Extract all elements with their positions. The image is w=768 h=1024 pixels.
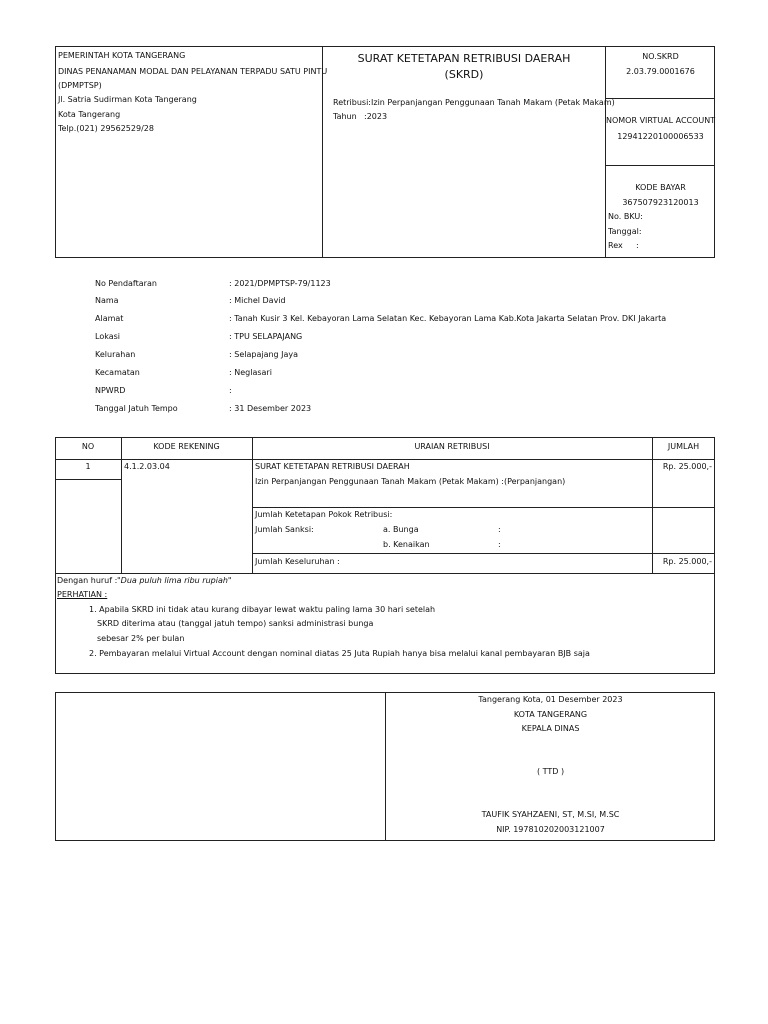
table-total-top-rule (252, 553, 715, 554)
info-label-nama: Nama (95, 296, 119, 305)
info-value-no-pendaftaran: : 2021/DPMPTSP-79/1123 (229, 279, 331, 288)
table-header-no: NO (81, 442, 95, 451)
issuer-line-6: Telp.(021) 29562529/28 (58, 124, 154, 133)
rex-label: Rex (608, 241, 623, 250)
row-jumlah: Rp. 25.000,- (662, 462, 712, 471)
bunga-colon: : (498, 525, 501, 534)
retribusi-type: Retribusi:Izin Perpanjangan Penggunaan Tanah Makam (Petak Makam) (333, 98, 615, 107)
info-label-npwrd: NPWRD (95, 386, 126, 395)
kenaikan-colon: : (498, 540, 501, 549)
note-1-line-2: SKRD diterima atau (tanggal jatuh tempo) sanksi administrasi bunga (97, 619, 374, 628)
row-no: 1 (85, 462, 91, 471)
info-value-lokasi: : TPU SELAPAJANG (229, 332, 303, 341)
total-value: Rp. 25.000,- (662, 557, 712, 566)
kenaikan-label: b. Kenaikan (383, 540, 430, 549)
huruf-value: "Dua puluh lima ribu rupiah" (117, 576, 232, 585)
table-col-no-rule (121, 437, 122, 573)
table-col-uraian-rule (652, 437, 653, 573)
tahun-label: Tahun (333, 112, 357, 121)
no-skrd-value: 2.03.79.0001676 (626, 67, 695, 76)
pokok-label: Jumlah Ketetapan Pokok Retribusi: (255, 510, 393, 519)
info-label-alamat: Alamat (95, 314, 124, 323)
info-label-lokasi: Lokasi (95, 332, 120, 341)
huruf-label: Dengan huruf : (57, 576, 118, 585)
document-title: SURAT KETETAPAN RETRIBUSI DAERAH (357, 52, 571, 65)
total-label: Jumlah Keseluruhan : (255, 557, 340, 566)
signature-name: TAUFIK SYAHZAENI, ST, M.SI, M.SC (481, 810, 620, 819)
info-value-npwrd: : (229, 386, 232, 395)
info-label-no-pendaftaran: No Pendaftaran (95, 279, 157, 288)
va-label: NOMOR VIRTUAL ACCOUNT (606, 116, 716, 125)
table-total-bottom-rule (55, 573, 715, 574)
row-kode-rekening: 4.1.2.03.04 (124, 462, 170, 471)
info-value-jatuh-tempo: : 31 Desember 2023 (229, 404, 312, 413)
bunga-label: a. Bunga (383, 525, 419, 534)
info-label-jatuh-tempo: Tanggal Jatuh Tempo (95, 404, 178, 413)
header-right-rule-1 (605, 98, 715, 99)
issuer-line-4: Jl. Satria Sudirman Kota Tangerang (58, 95, 197, 104)
tanggal: Tanggal: (608, 227, 642, 236)
kode-bayar-label: KODE BAYAR (635, 183, 686, 192)
info-value-kecamatan: : Neglasari (229, 368, 272, 377)
header-right-rule-2 (605, 165, 715, 166)
info-label-kecamatan: Kecamatan (95, 368, 140, 377)
table-header-jumlah: JUMLAH (667, 442, 700, 451)
signature-position: KEPALA DINAS (521, 724, 580, 733)
perhatian-heading: PERHATIAN : (57, 590, 108, 599)
no-bku: No. BKU: (608, 212, 643, 221)
issuer-line-5: Kota Tangerang (58, 110, 121, 119)
issuer-line-1: PEMERINTAH KOTA TANGERANG (58, 51, 186, 60)
tahun-value: :2023 (364, 112, 388, 121)
info-value-kelurahan: : Selapajang Jaya (229, 350, 299, 359)
table-header-rule (55, 459, 715, 460)
table-header-kode: KODE REKENING (153, 442, 220, 451)
note-2: 2. Pembayaran melalui Virtual Account dengan nominal diatas 25 Juta Rupiah hanya bisa melalui kanal pembayaran BJB saja (89, 649, 590, 658)
info-value-nama: : Michel David (229, 296, 286, 305)
row-uraian-desc: Izin Perpanjangan Penggunaan Tanah Makam (Petak Makam) :(Perpanjangan) (255, 477, 566, 486)
no-skrd-label: NO.SKRD (642, 52, 679, 61)
rex-colon: : (636, 241, 639, 250)
issuer-line-3: (DPMPTSP) (58, 81, 102, 90)
table-header-uraian: URAIAN RETRIBUSI (414, 442, 490, 451)
info-label-kelurahan: Kelurahan (95, 350, 136, 359)
row-uraian-title: SURAT KETETAPAN RETRIBUSI DAERAH (255, 462, 410, 471)
kode-bayar-value: 367507923120013 (622, 198, 699, 207)
table-col-kode-rule (252, 437, 253, 573)
issuer-line-2: DINAS PENANAMAN MODAL DAN PELAYANAN TERPADU SATU PINTU (58, 67, 328, 76)
signature-place-date: Tangerang Kota, 01 Desember 2023 (478, 695, 623, 704)
signature-org: KOTA TANGERANG (513, 710, 588, 719)
info-value-alamat: : Tanah Kusir 3 Kel. Kebayoran Lama Selatan Kec. Kebayoran Lama Kab.Kota Jakarta Selatan Prov. DKI Jakarta (229, 314, 667, 323)
note-1-line-3: sebesar 2% per bulan (97, 634, 185, 643)
note-1-line-1: 1. Apabila SKRD ini tidak atau kurang dibayar lewat waktu paling lama 30 hari setelah (89, 605, 436, 614)
table-row-rule (55, 479, 121, 480)
document-title-abbr: (SKRD) (444, 68, 484, 81)
signature-nip: NIP. 197810202003121007 (496, 825, 605, 834)
va-value: 12941220100006533 (617, 132, 704, 141)
sanksi-label: Jumlah Sanksi: (255, 525, 314, 534)
header-divider-2 (605, 46, 606, 258)
table-pokok-rule (252, 507, 715, 508)
signature-ttd: ( TTD ) (536, 767, 565, 776)
